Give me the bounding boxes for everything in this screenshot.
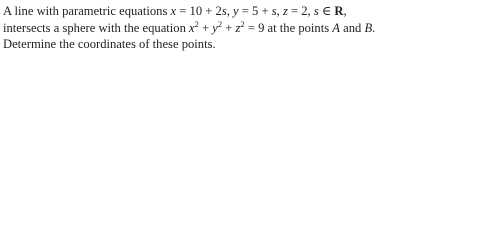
line-1-end: , [343,4,347,18]
exponent: 2 [194,18,199,29]
parameter-s: s [221,4,227,18]
equation-z: = 2, [287,4,314,18]
separator: , [226,4,234,18]
exponent: 2 [217,18,223,29]
math-problem [0,0,480,58]
point-a: A [332,20,340,35]
conjunction: and [339,20,365,35]
variable-y: y [233,4,239,18]
plus-sign: + [198,20,213,35]
sphere-y: y [212,20,218,35]
element-of-symbol: ∈ [318,4,335,18]
variable-z: z [282,4,288,18]
equation-y: = 5 + [238,4,272,18]
problem-line-3: Determine the coordinates of these points. [3,37,216,51]
line-2-end: . [372,20,376,35]
sphere-z: z [235,20,241,35]
real-numbers-symbol: R [334,4,344,18]
sphere-rhs: = 9 at the points [244,20,333,35]
parameter-s: s [313,4,319,18]
exponent: 2 [240,18,245,29]
equation-x: = 10 + 2 [176,4,222,18]
plus-sign: + [222,20,236,35]
sphere-x: x [189,20,195,35]
line-2-intro: intersects a sphere with the equation [3,20,190,35]
line-1-intro: A line with parametric equations [3,4,171,18]
parameter-s: s [271,4,277,18]
variable-x: x [170,4,177,18]
problem-line-1 [3,3,480,20]
separator: , [276,4,283,18]
problem-line-2 [3,20,480,37]
point-b: B [364,20,373,35]
